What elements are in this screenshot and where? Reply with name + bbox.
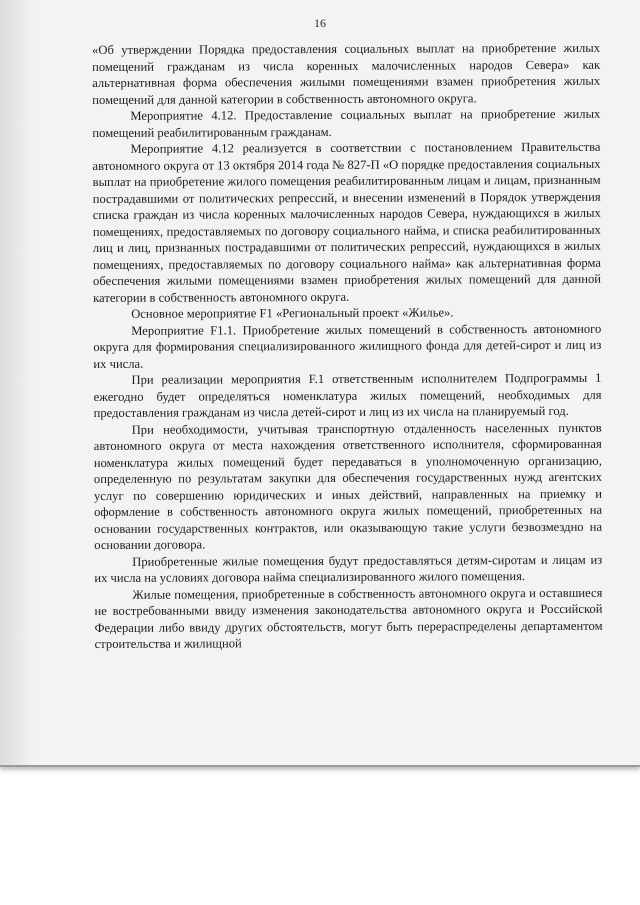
paragraph-6: При реализации мероприятия F.1 ответственным исполнителем Подпрограммы 1 ежегодно будет определяться номенклатура жилых помещений, необходимых для предоставления гражданам из числа детей-сирот и лиц из их числа на планируемый год. bbox=[93, 370, 602, 420]
paragraph-8: Приобретенные жилые помещения будут предоставляться детям-сиротам и лицам из их числа на условиях договора найма специализированного жилого помещения. bbox=[94, 552, 603, 585]
paragraph-3: Мероприятие 4.12 реализуется в соответствии с постановлением Правительства автономного округа от 13 октября 2014 года № 827-П «О порядке предоставления социальных выплат на приобретение жилого помещения реабилитированным лицам и лицам, признанным пострадавшими от политических репрессий, и внесении изменений в Порядок утверждения списка граждан из числа коренных малочисленных народов Севера, нуждающихся в жилых помещениях, предоставляемых по договору социального найма, и списка реабилитированных лиц и лиц, признанных пострадавшими от политических репрессий, нуждающихся в жилых помещениях, предоставляемых по договору социального найма» как альтернативная форма обеспечения жилыми помещениями взамен приобретения жилых помещений для данной категории в собственность автономного округа. bbox=[92, 139, 602, 305]
scan-shadow-edge bbox=[0, 0, 34, 765]
paragraph-4: Основное мероприятие F1 «Региональный проект «Жилье». bbox=[131, 305, 454, 321]
paragraph-5: Мероприятие F1.1. Приобретение жилых помещений в собственность автономного округа для формирования специализированного жилищного фонда для детей-сирот и лиц из их числа. bbox=[93, 321, 602, 371]
paragraph-7: При необходимости, учитывая транспортную отдаленность населенных пунктов автономного округа от места нахождения ответственного исполнителя, сформированная номенклатура жилых помещений будет передаваться в уполномоченную организацию, определенную по результатам закупки для обеспечения государственных нужд агентских услуг по совершению юридических и иных действий, направленных на приемку и оформление в собственность автономного округа жилых помещений, приобретенных на основании государственных контрактов, или оказывающую такие услуги безвозмездно на основании договора. bbox=[93, 420, 603, 552]
paragraph-9: Жилые помещения, приобретенные в собственность автономного округа и оставшиеся не востребованными ввиду изменения законодательства автономного округа и Российской Федерации либо ввиду других обстоятельств, могут быть перераспределены департаментом строительства и жилищной bbox=[94, 585, 603, 651]
page-number: 16 bbox=[314, 16, 326, 30]
paragraph-1: «Об утверждении Порядка предоставления социальных выплат на приобретение жилых помещений гражданам из числа коренных малочисленных народов Севера» как альтернативная форма обеспечения жилыми помещениями взамен приобретения жилых помещений для данной категории в собственность автономного округа. bbox=[92, 40, 601, 107]
document-body bbox=[92, 40, 603, 653]
paragraph-2: Мероприятие 4.12. Предоставление социальных выплат на приобретение жилых помещений реабилитированным гражданам. bbox=[92, 106, 601, 140]
